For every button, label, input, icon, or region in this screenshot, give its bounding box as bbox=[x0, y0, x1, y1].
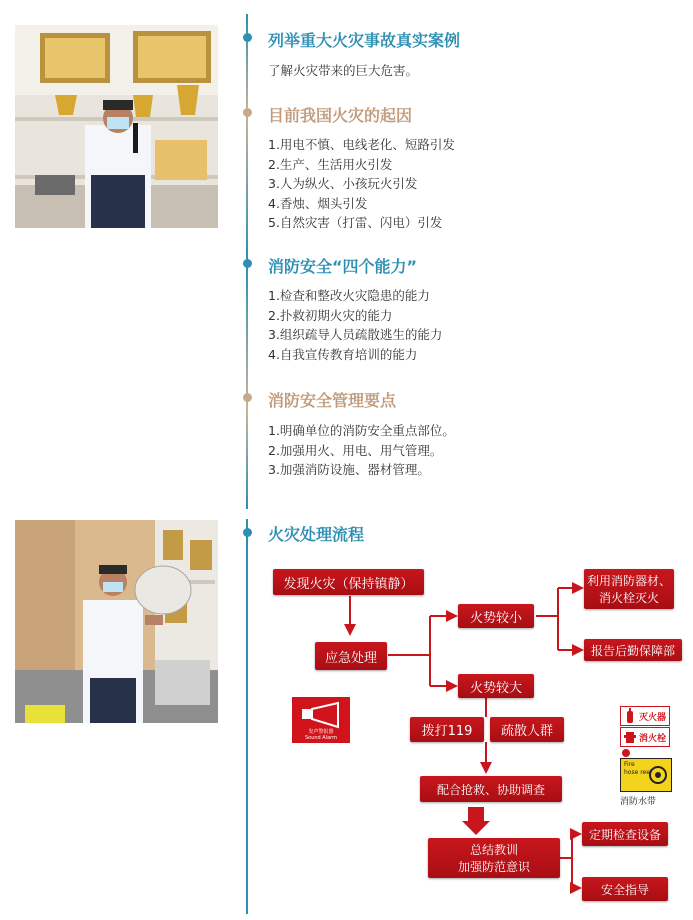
body-line: 1.明确单位的消防安全重点部位。 bbox=[268, 423, 455, 438]
hose-label-cn: 消防水带 bbox=[620, 797, 657, 807]
flow-box-small-fire: 火势较小 bbox=[458, 604, 534, 628]
flow-box-assist: 配合抢救、协助调查 bbox=[420, 776, 562, 802]
body-line: 3.加强消防设施、器材管理。 bbox=[268, 462, 430, 478]
small-fire-symbol-icon bbox=[620, 748, 632, 758]
alarm-label-en: Sound Alarm bbox=[304, 735, 338, 741]
flow-box-evacuate: 疏散人群 bbox=[490, 717, 564, 742]
body-line: 2.生产、生活用火引发 bbox=[268, 156, 393, 172]
section-title-causes: 目前我国火灾的起因 bbox=[268, 106, 413, 125]
extinguisher-sign-text: 灭火器 bbox=[639, 713, 667, 723]
flow-box-emergency: 应急处理 bbox=[315, 642, 387, 670]
summary-line2: 加强防范意识 bbox=[457, 860, 530, 874]
flow-box-discover-fire: 发现火灾（保持镇静） bbox=[273, 569, 424, 595]
hose-en-1: Fire bbox=[624, 761, 635, 768]
body-line: 4.自我宣传教育培训的能力 bbox=[268, 346, 418, 362]
summary-line1: 总结教训 bbox=[469, 843, 518, 857]
body-line: 5.自然灾害（打雷、闪电）引发 bbox=[268, 215, 443, 231]
flow-box-inspect: 定期检查设备 bbox=[582, 822, 668, 846]
section-title-process: 火灾处理流程 bbox=[268, 525, 365, 544]
flow-box-report: 报告后勤保障部 bbox=[584, 639, 682, 661]
flow-box-summary bbox=[428, 838, 560, 878]
body-line: 了解火灾带来的巨大危害。 bbox=[268, 63, 419, 78]
fire-extinguisher-icon bbox=[620, 706, 670, 726]
use-equipment-line1: 利用消防器材、 bbox=[586, 574, 671, 588]
flow-box-use-equipment bbox=[584, 569, 674, 609]
hose-en-2: hose reel bbox=[624, 769, 652, 776]
section-title-management: 消防安全管理要点 bbox=[268, 391, 397, 410]
fire-hose-reel-icon bbox=[620, 758, 672, 792]
flow-box-big-fire: 火势较大 bbox=[458, 674, 534, 698]
sound-alarm-icon bbox=[292, 697, 350, 743]
body-line: 2.加强用火、用电、用气管理。 bbox=[268, 442, 443, 458]
use-equipment-line2: 消火栓灭火 bbox=[598, 591, 659, 605]
body-line: 1.用电不慎、电线老化、短路引发 bbox=[268, 137, 455, 152]
flow-box-call-119: 拨打119 bbox=[410, 717, 484, 742]
section-title-four-abilities: 消防安全“四个能力” bbox=[268, 257, 418, 276]
body-line: 4.香烛、烟头引发 bbox=[268, 195, 368, 211]
section-title-cases: 列举重大火灾事故真实案例 bbox=[268, 31, 461, 50]
body-line: 1.检查和整改火灾隐患的能力 bbox=[268, 288, 430, 303]
body-line: 3.组织疏导人员疏散逃生的能力 bbox=[268, 327, 443, 343]
body-line: 3.人为纵火、小孩玩火引发 bbox=[268, 176, 418, 192]
body-line: 2.扑救初期火灾的能力 bbox=[268, 307, 393, 323]
hydrant-sign-text: 消火栓 bbox=[639, 734, 667, 744]
alarm-label-cn: 发声警报器 bbox=[308, 729, 334, 735]
flow-box-guidance: 安全指导 bbox=[582, 877, 668, 901]
fire-hydrant-icon bbox=[620, 727, 670, 747]
